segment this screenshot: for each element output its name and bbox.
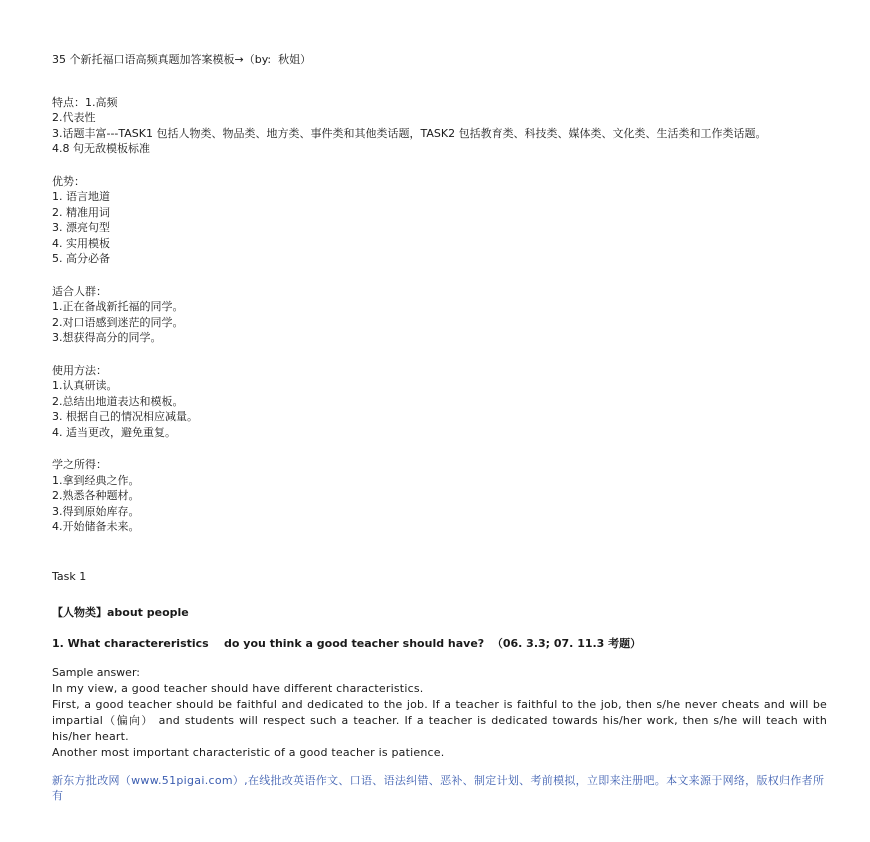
list-item: 3.得到原始库存。 [52,504,140,518]
list-item: 3.话题丰富---TASK1 包括人物类、物品类、地方类、事件类和其他类话题，TASK2 包括教育类、科技类、媒体类、文化类、生活类和工作类话题。 [52,126,767,140]
document-title: 35 个新托福口语高频真题加答案模板→（by: 秋姐） [52,53,312,66]
audience-heading: 适合人群： [52,284,107,298]
category-heading: 【人物类】about people [52,606,189,619]
document-page [52,52,827,804]
list-item: 4. 实用模板 [52,236,110,250]
usage-section [52,363,827,441]
list-item: 1.拿到经典之作。 [52,473,140,487]
list-item: 2.熟悉各种题材。 [52,489,140,502]
list-item: 1.正在备战新托福的同学。 [52,300,184,313]
list-item: 2.对口语感到迷茫的同学。 [52,315,184,329]
list-item: 4.8 句无敌模板标准 [52,142,150,155]
task-label: Task 1 [52,569,87,583]
list-item: 1. 语言地道 [52,190,110,203]
list-item: 2.代表性 [52,111,96,124]
features-heading: 特点：1.高频 [52,95,118,109]
gains-heading: 学之所得： [52,458,107,471]
answer-paragraph: First, a good teacher should be faithful and dedicated to the job. If a teacher is faithful to the job, then s/he never cheats and will be impartial（偏向） and students will respect such a teacher. If a teacher is dedicated towards his/her work, then s/he will teach with his/her heart. [52,697,827,743]
list-item: 2. 精准用词 [52,205,110,219]
features-section [52,95,827,157]
list-item: 1.认真研读。 [52,379,118,392]
list-item: 3.想获得高分的同学。 [52,331,162,344]
footer-note: 新东方批改网（www.51pigai.com）,在线批改英语作文、口语、语法纠错、恶补、制定计划、考前模拟，立即来注册吧。本文来源于网络，版权归作者所有 [52,773,825,802]
list-item: 5. 高分必备 [52,252,110,265]
audience-section [52,284,827,346]
list-item: 4.开始储备未来。 [52,520,140,533]
advantages-section [52,174,827,267]
usage-heading: 使用方法： [52,363,107,377]
list-item: 2.总结出地道表达和模板。 [52,394,184,408]
sample-answer-label: Sample answer: [52,666,140,679]
answer-paragraph: Another most important characteristic of a good teacher is patience. [52,745,445,759]
list-item: 3. 漂亮句型 [52,221,110,234]
list-item: 4. 适当更改，避免重复。 [52,425,176,439]
answer-paragraph: In my view, a good teacher should have different characteristics. [52,681,424,695]
gains-section [52,457,827,535]
question-heading: 1. What charactereristics do you think a good teacher should have? （06. 3.3; 07. 11.3 考题） [52,636,642,650]
advantages-heading: 优势： [52,174,85,188]
list-item: 3. 根据自己的情况相应减量。 [52,410,198,423]
task-section [52,569,827,761]
